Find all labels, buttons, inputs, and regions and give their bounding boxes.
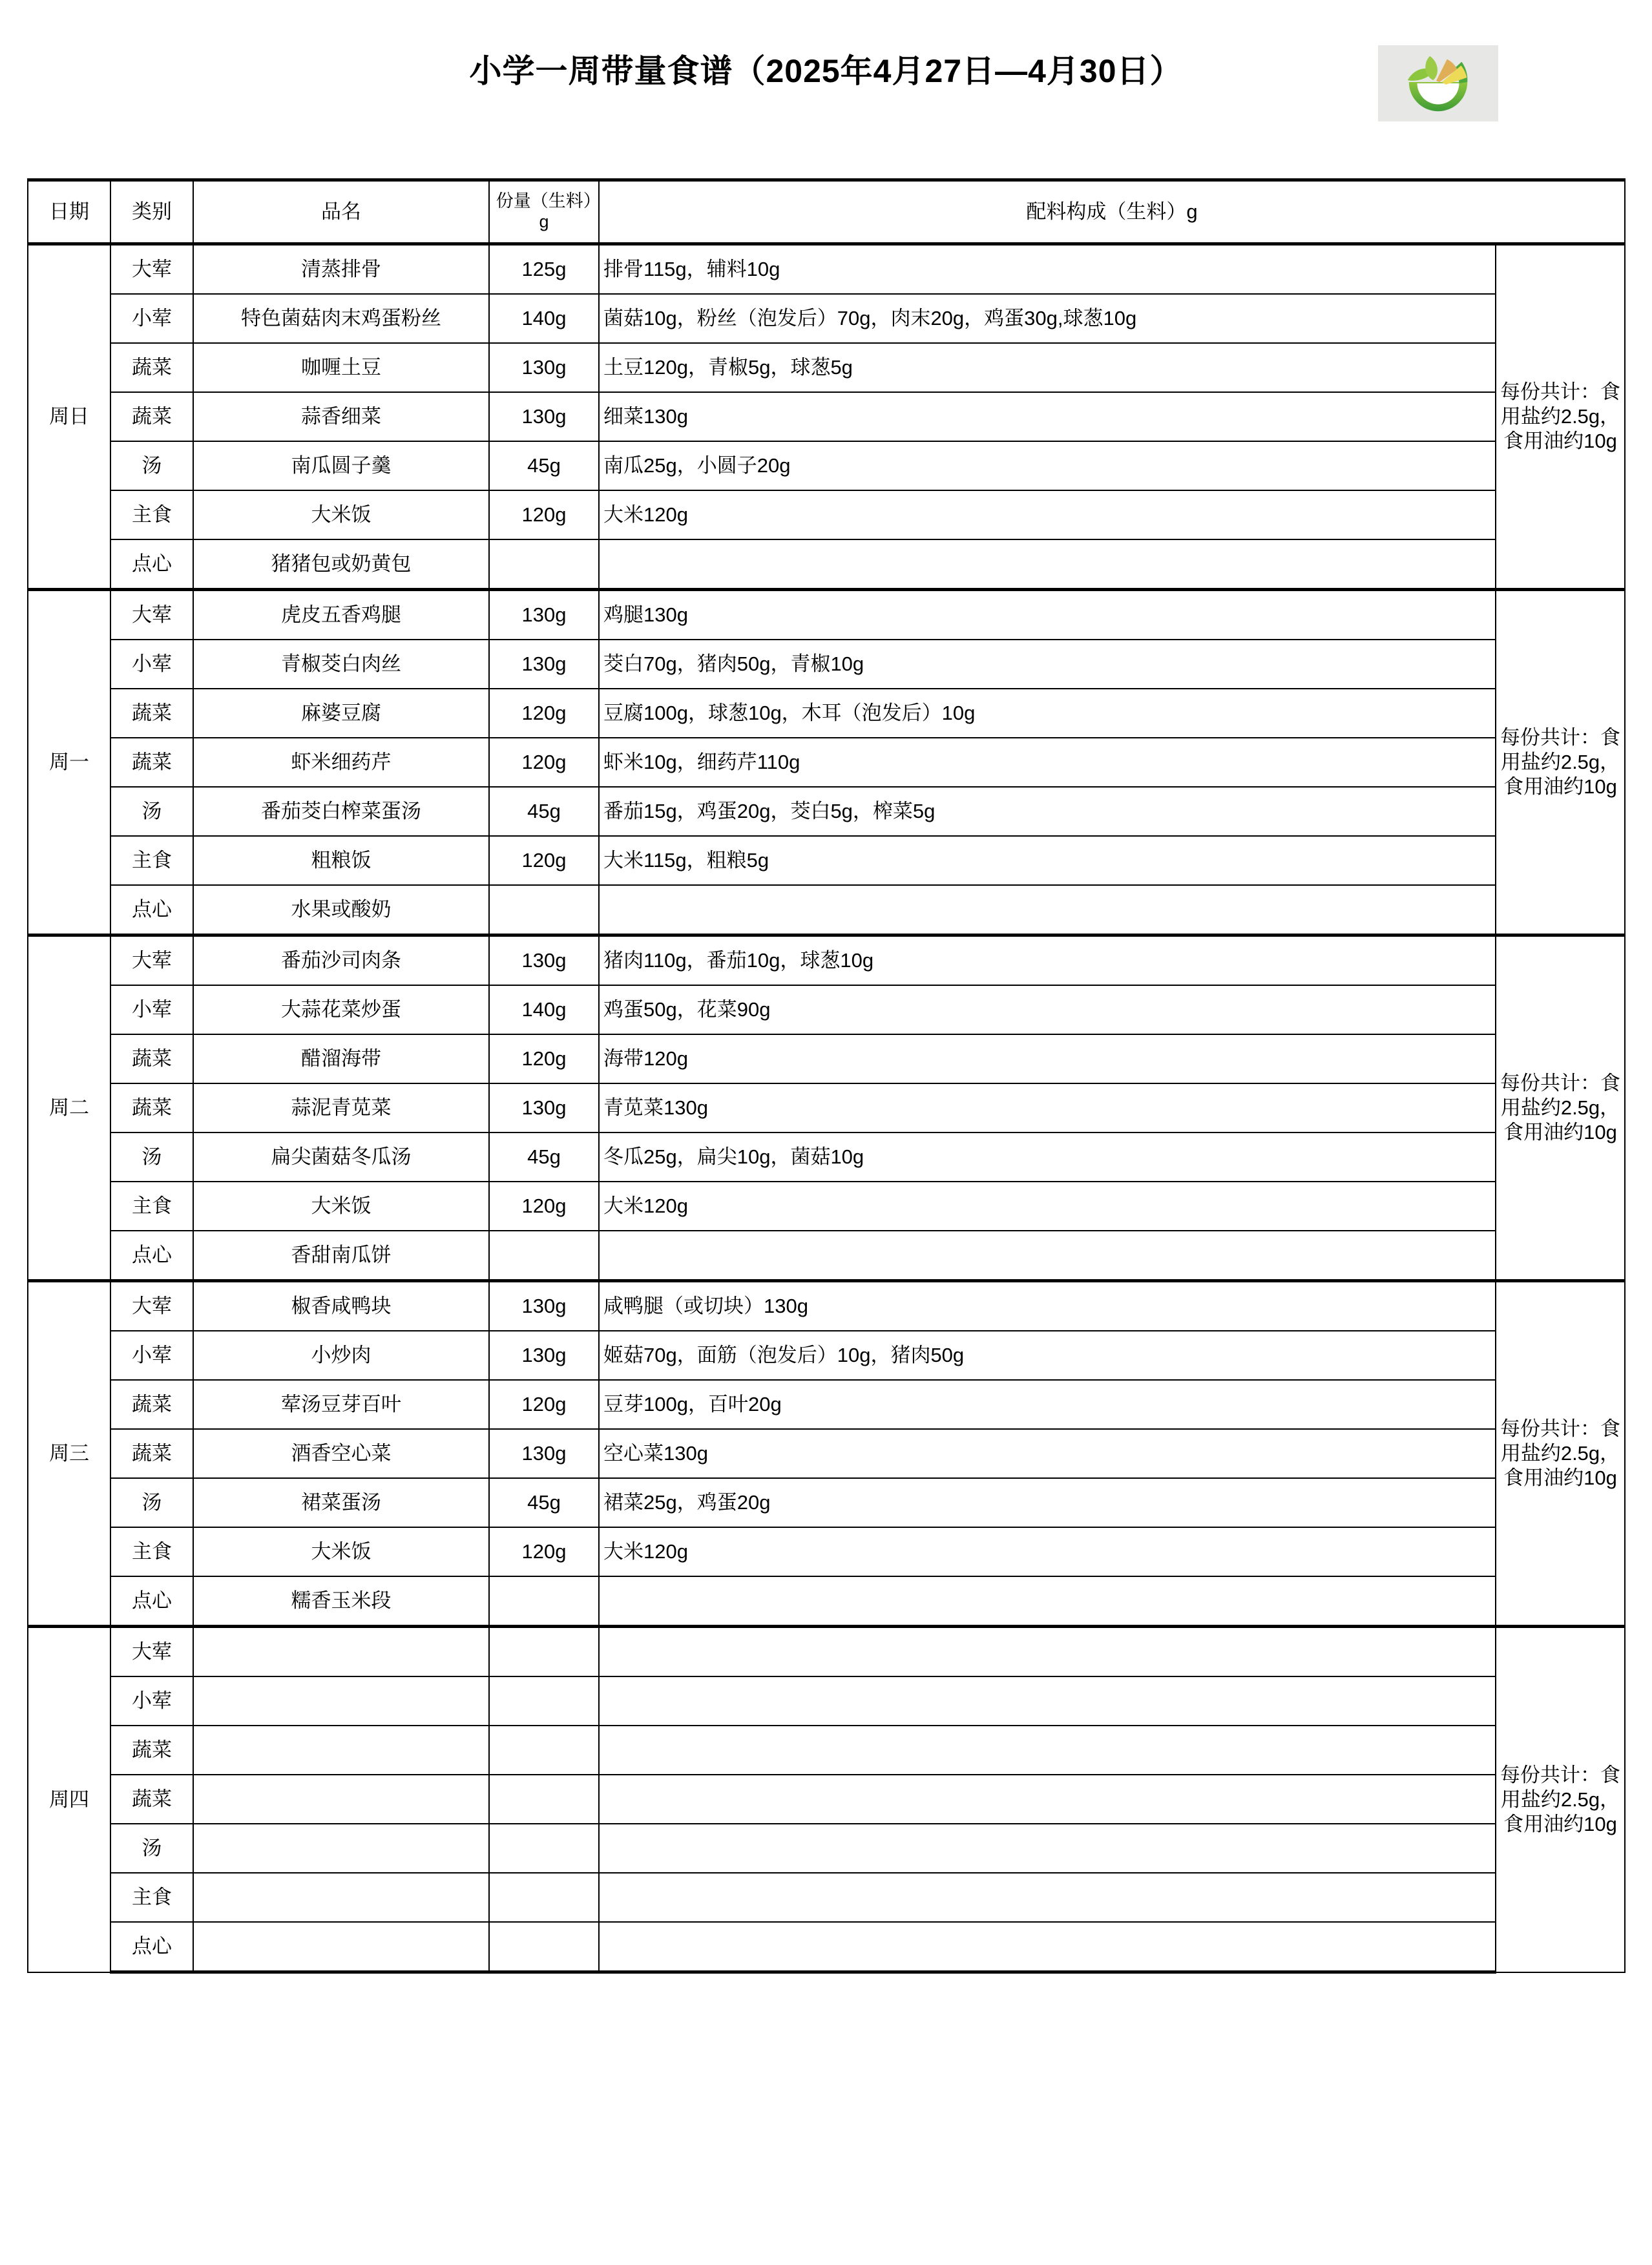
table-row xyxy=(28,1231,1625,1281)
table-row xyxy=(28,689,1625,738)
table-row xyxy=(28,539,1625,590)
table-header-row xyxy=(28,180,1625,244)
table-row xyxy=(28,836,1625,885)
ingredients-cell xyxy=(599,1576,1496,1627)
category-cell: 蔬菜 xyxy=(110,1429,193,1478)
portion-cell: 45g xyxy=(489,441,599,490)
dish-name-cell: 大米饭 xyxy=(193,490,489,539)
category-cell: 蔬菜 xyxy=(110,1034,193,1083)
table-row xyxy=(28,885,1625,935)
ingredients-cell: 海带120g xyxy=(599,1034,1496,1083)
ingredients-cell: 菌菇10g，粉丝（泡发后）70g，肉末20g，鸡蛋30g,球葱10g xyxy=(599,294,1496,343)
portion-cell: 140g xyxy=(489,985,599,1034)
dish-name-cell: 椒香咸鸭块 xyxy=(193,1281,489,1331)
portion-cell: 120g xyxy=(489,1380,599,1429)
category-cell: 主食 xyxy=(110,1527,193,1576)
ingredients-cell xyxy=(599,1922,1496,1972)
dish-name-cell: 青椒茭白肉丝 xyxy=(193,640,489,689)
category-cell: 小荤 xyxy=(110,640,193,689)
table-row xyxy=(28,787,1625,836)
dish-name-cell: 荤汤豆芽百叶 xyxy=(193,1380,489,1429)
ingredients-cell: 大米120g xyxy=(599,1527,1496,1576)
table-row xyxy=(28,1281,1625,1331)
salt-oil-note: 每份共计：食用盐约2.5g，食用油约10g xyxy=(1496,1627,1625,1972)
table-row xyxy=(28,590,1625,640)
portion-cell: 120g xyxy=(489,1527,599,1576)
ingredients-cell: 大米120g xyxy=(599,1182,1496,1231)
portion-cell: 45g xyxy=(489,1132,599,1182)
portion-cell: 130g xyxy=(489,343,599,392)
dish-name-cell: 虾米细药芹 xyxy=(193,738,489,787)
dish-name-cell: 南瓜圆子羹 xyxy=(193,441,489,490)
table-row xyxy=(28,1576,1625,1627)
category-cell: 汤 xyxy=(110,1824,193,1873)
category-cell: 点心 xyxy=(110,885,193,935)
menu-table-body xyxy=(28,180,1625,1972)
dish-name-cell: 酒香空心菜 xyxy=(193,1429,489,1478)
table-row xyxy=(28,1775,1625,1824)
table-row xyxy=(28,490,1625,539)
table-row xyxy=(28,1527,1625,1576)
category-cell: 点心 xyxy=(110,1231,193,1281)
dish-name-cell xyxy=(193,1824,489,1873)
day-label: 周日 xyxy=(28,244,110,590)
portion-cell xyxy=(489,1676,599,1726)
ingredients-cell xyxy=(599,1726,1496,1775)
ingredients-cell: 姬菇70g，面筋（泡发后）10g，猪肉50g xyxy=(599,1331,1496,1380)
portion-cell: 130g xyxy=(489,1281,599,1331)
category-cell: 小荤 xyxy=(110,294,193,343)
category-cell: 主食 xyxy=(110,490,193,539)
ingredients-cell xyxy=(599,1873,1496,1922)
table-row xyxy=(28,441,1625,490)
portion-cell: 130g xyxy=(489,1331,599,1380)
ingredients-cell: 大米120g xyxy=(599,490,1496,539)
table-row xyxy=(28,1922,1625,1972)
category-cell: 汤 xyxy=(110,1132,193,1182)
dish-name-cell: 大米饭 xyxy=(193,1527,489,1576)
col-header-category: 类别 xyxy=(110,180,193,244)
category-cell: 蔬菜 xyxy=(110,738,193,787)
table-row xyxy=(28,738,1625,787)
portion-cell: 130g xyxy=(489,1429,599,1478)
dish-name-cell xyxy=(193,1873,489,1922)
portion-cell: 130g xyxy=(489,392,599,441)
table-row xyxy=(28,1034,1625,1083)
table-row xyxy=(28,1083,1625,1132)
category-cell: 大荤 xyxy=(110,590,193,640)
ingredients-cell xyxy=(599,1627,1496,1677)
portion-cell: 130g xyxy=(489,1083,599,1132)
day-label: 周二 xyxy=(28,935,110,1281)
ingredients-cell: 冬瓜25g，扁尖10g，菌菇10g xyxy=(599,1132,1496,1182)
table-row xyxy=(28,1676,1625,1726)
portion-cell: 120g xyxy=(489,836,599,885)
ingredients-cell: 大米115g，粗粮5g xyxy=(599,836,1496,885)
dish-name-cell: 粗粮饭 xyxy=(193,836,489,885)
table-row xyxy=(28,1132,1625,1182)
dish-name-cell: 大米饭 xyxy=(193,1182,489,1231)
category-cell: 汤 xyxy=(110,441,193,490)
ingredients-cell: 豆腐100g，球葱10g，木耳（泡发后）10g xyxy=(599,689,1496,738)
dish-name-cell: 特色菌菇肉末鸡蛋粉丝 xyxy=(193,294,489,343)
category-cell: 汤 xyxy=(110,1478,193,1527)
document-header xyxy=(0,0,1652,142)
portion-cell: 130g xyxy=(489,640,599,689)
dish-name-cell xyxy=(193,1726,489,1775)
category-cell: 主食 xyxy=(110,1873,193,1922)
table-row xyxy=(28,244,1625,295)
ingredients-cell xyxy=(599,539,1496,590)
menu-table-container xyxy=(27,178,1624,1974)
category-cell: 大荤 xyxy=(110,1627,193,1677)
table-row xyxy=(28,1627,1625,1677)
ingredients-cell: 青苋菜130g xyxy=(599,1083,1496,1132)
portion-cell: 130g xyxy=(489,590,599,640)
col-header-name: 品名 xyxy=(193,180,489,244)
school-nutrition-logo-icon xyxy=(1378,45,1498,121)
ingredients-cell xyxy=(599,1231,1496,1281)
category-cell: 蔬菜 xyxy=(110,1726,193,1775)
dish-name-cell: 麻婆豆腐 xyxy=(193,689,489,738)
portion-cell xyxy=(489,539,599,590)
dish-name-cell: 番茄沙司肉条 xyxy=(193,935,489,986)
portion-cell: 120g xyxy=(489,1034,599,1083)
portion-cell xyxy=(489,1922,599,1972)
ingredients-cell: 鸡腿130g xyxy=(599,590,1496,640)
ingredients-cell: 豆芽100g，百叶20g xyxy=(599,1380,1496,1429)
day-label: 周三 xyxy=(28,1281,110,1627)
salt-oil-note: 每份共计：食用盐约2.5g，食用油约10g xyxy=(1496,1281,1625,1627)
portion-cell xyxy=(489,1627,599,1677)
weekly-menu-table xyxy=(27,178,1626,1974)
col-header-portion: 份量（生料）g xyxy=(489,180,599,244)
portion-cell xyxy=(489,1231,599,1281)
ingredients-cell: 南瓜25g，小圆子20g xyxy=(599,441,1496,490)
table-row xyxy=(28,1873,1625,1922)
ingredients-cell: 猪肉110g，番茄10g，球葱10g xyxy=(599,935,1496,986)
dish-name-cell: 裙菜蛋汤 xyxy=(193,1478,489,1527)
dish-name-cell: 猪猪包或奶黄包 xyxy=(193,539,489,590)
table-row xyxy=(28,935,1625,986)
category-cell: 小荤 xyxy=(110,1676,193,1726)
category-cell: 大荤 xyxy=(110,244,193,295)
portion-cell: 120g xyxy=(489,1182,599,1231)
day-label: 周四 xyxy=(28,1627,110,1972)
category-cell: 蔬菜 xyxy=(110,1775,193,1824)
dish-name-cell: 大蒜花菜炒蛋 xyxy=(193,985,489,1034)
dish-name-cell xyxy=(193,1775,489,1824)
category-cell: 蔬菜 xyxy=(110,1380,193,1429)
category-cell: 主食 xyxy=(110,1182,193,1231)
dish-name-cell: 小炒肉 xyxy=(193,1331,489,1380)
dish-name-cell: 虎皮五香鸡腿 xyxy=(193,590,489,640)
ingredients-cell: 鸡蛋50g，花菜90g xyxy=(599,985,1496,1034)
ingredients-cell: 咸鸭腿（或切块）130g xyxy=(599,1281,1496,1331)
ingredients-cell: 裙菜25g，鸡蛋20g xyxy=(599,1478,1496,1527)
table-row xyxy=(28,343,1625,392)
category-cell: 点心 xyxy=(110,1922,193,1972)
ingredients-cell: 茭白70g，猪肉50g，青椒10g xyxy=(599,640,1496,689)
portion-cell: 140g xyxy=(489,294,599,343)
dish-name-cell xyxy=(193,1627,489,1677)
category-cell: 小荤 xyxy=(110,985,193,1034)
ingredients-cell: 空心菜130g xyxy=(599,1429,1496,1478)
dish-name-cell: 醋溜海带 xyxy=(193,1034,489,1083)
table-row xyxy=(28,1478,1625,1527)
day-label: 周一 xyxy=(28,590,110,935)
ingredients-cell: 虾米10g，细药芹110g xyxy=(599,738,1496,787)
ingredients-cell xyxy=(599,1775,1496,1824)
table-row xyxy=(28,640,1625,689)
salt-oil-note: 每份共计：食用盐约2.5g，食用油约10g xyxy=(1496,244,1625,590)
category-cell: 汤 xyxy=(110,787,193,836)
portion-cell: 45g xyxy=(489,1478,599,1527)
portion-cell xyxy=(489,1824,599,1873)
col-header-ingredients: 配料构成（生料）g xyxy=(599,180,1625,244)
category-cell: 小荤 xyxy=(110,1331,193,1380)
dish-name-cell xyxy=(193,1676,489,1726)
ingredients-cell: 细菜130g xyxy=(599,392,1496,441)
dish-name-cell: 清蒸排骨 xyxy=(193,244,489,295)
table-row xyxy=(28,1182,1625,1231)
dish-name-cell: 糯香玉米段 xyxy=(193,1576,489,1627)
category-cell: 蔬菜 xyxy=(110,689,193,738)
portion-cell xyxy=(489,1576,599,1627)
ingredients-cell xyxy=(599,885,1496,935)
portion-cell xyxy=(489,1726,599,1775)
portion-cell xyxy=(489,1775,599,1824)
category-cell: 大荤 xyxy=(110,1281,193,1331)
ingredients-cell: 土豆120g，青椒5g，球葱5g xyxy=(599,343,1496,392)
dish-name-cell xyxy=(193,1922,489,1972)
dish-name-cell: 蒜泥青苋菜 xyxy=(193,1083,489,1132)
table-row xyxy=(28,392,1625,441)
dish-name-cell: 蒜香细菜 xyxy=(193,392,489,441)
category-cell: 主食 xyxy=(110,836,193,885)
category-cell: 点心 xyxy=(110,539,193,590)
portion-cell: 120g xyxy=(489,689,599,738)
salt-oil-note: 每份共计：食用盐约2.5g，食用油约10g xyxy=(1496,935,1625,1281)
portion-cell xyxy=(489,1873,599,1922)
portion-cell: 120g xyxy=(489,738,599,787)
dish-name-cell: 番茄茭白榨菜蛋汤 xyxy=(193,787,489,836)
table-row xyxy=(28,985,1625,1034)
ingredients-cell: 番茄15g，鸡蛋20g，茭白5g，榨菜5g xyxy=(599,787,1496,836)
dish-name-cell: 扁尖菌菇冬瓜汤 xyxy=(193,1132,489,1182)
portion-cell: 120g xyxy=(489,490,599,539)
category-cell: 蔬菜 xyxy=(110,1083,193,1132)
portion-cell: 130g xyxy=(489,935,599,986)
category-cell: 点心 xyxy=(110,1576,193,1627)
ingredients-cell xyxy=(599,1824,1496,1873)
salt-oil-note: 每份共计：食用盐约2.5g，食用油约10g xyxy=(1496,590,1625,935)
page-title: 小学一周带量食谱（2025年4月27日—4月30日） xyxy=(469,52,1183,89)
dish-name-cell: 水果或酸奶 xyxy=(193,885,489,935)
category-cell: 蔬菜 xyxy=(110,392,193,441)
table-row xyxy=(28,1380,1625,1429)
category-cell: 蔬菜 xyxy=(110,343,193,392)
ingredients-cell: 排骨115g，辅料10g xyxy=(599,244,1496,295)
table-row xyxy=(28,1824,1625,1873)
portion-cell: 125g xyxy=(489,244,599,295)
portion-cell: 45g xyxy=(489,787,599,836)
category-cell: 大荤 xyxy=(110,935,193,986)
dish-name-cell: 香甜南瓜饼 xyxy=(193,1231,489,1281)
portion-cell xyxy=(489,885,599,935)
ingredients-cell xyxy=(599,1676,1496,1726)
dish-name-cell: 咖喱土豆 xyxy=(193,343,489,392)
table-row xyxy=(28,1726,1625,1775)
col-header-date: 日期 xyxy=(28,180,110,244)
table-row xyxy=(28,1429,1625,1478)
table-row xyxy=(28,1331,1625,1380)
table-row xyxy=(28,294,1625,343)
